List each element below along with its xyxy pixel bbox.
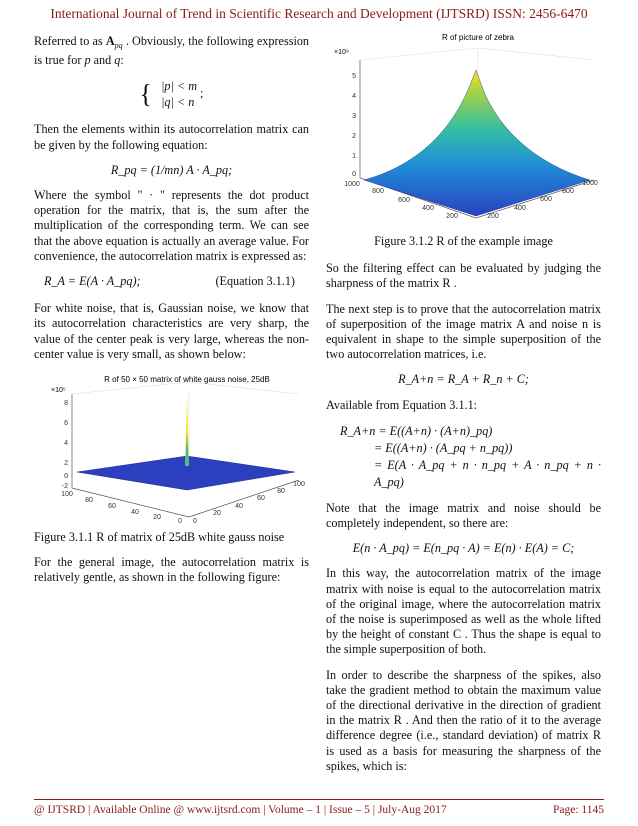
text-fragment: . Obviously, the following expression is true for <box>34 34 310 68</box>
brace-symbol: { <box>139 79 153 109</box>
inequality-system <box>34 78 309 110</box>
y-tick: 400 <box>421 205 434 212</box>
z-tick: 2 <box>351 133 356 140</box>
x-tick: 80 <box>276 488 285 496</box>
x-tick: 40 <box>234 503 243 511</box>
paragraph-independent: Note that the image matrix and noise should be completely independent, so there are: <box>326 500 601 531</box>
z-tick: 4 <box>63 440 68 448</box>
x-tick: 100 <box>292 481 305 489</box>
z-tick: 8 <box>63 400 68 408</box>
z-tick: 3 <box>351 113 356 120</box>
paragraph-sharpness: In order to describe the sharpness of the spikes, also take the gradient method to obtain the maximum value of the directional derivative in the direction of gradient in the matrix R . And then the ratio of it to the average difference degree (i.e., standard deviation) of matrix R is used as a basis for measuring the sharpness of the spikes, which is: <box>326 667 601 773</box>
y-tick: 600 <box>397 197 410 204</box>
equation-label: (Equation 3.1.1) <box>215 274 295 289</box>
figure2-caption: Figure 3.1.2 R of the example image <box>374 234 553 248</box>
y-tick: 20 <box>152 514 161 522</box>
page-number: Page: 1145 <box>553 804 604 816</box>
y-tick: 100 <box>60 491 73 499</box>
figure1-z-exponent: ×10⁵ <box>50 387 66 395</box>
text-fragment: : <box>120 53 124 68</box>
paragraph-dot-product: Where the symbol " · " represents the dot product operation for the matrix, that is, the sum after the multiplication of the corresponding term. We can see that the above equation is actually an average value. For convenience, the autocorrelation matrix is expressed as: <box>34 188 309 263</box>
paragraph-next-step: The next step is to prove that the autocorrelation matrix of superposition of the image matrix A and noise n is equivalent in shape to the simple superposition of the two autocorrelation matrices, i.e. <box>326 301 601 362</box>
y-tick: 800 <box>371 188 384 195</box>
equation-independence: E(n · A_pq) = E(n_pq · A) = E(n) · E(A) = C; <box>352 541 575 556</box>
paragraph-referred <box>34 34 309 68</box>
journal-header: International Journal of Trend in Scientific Research and Development (IJTSRD) ISSN: 2456-6470 <box>50 6 588 21</box>
z-tick: -2 <box>61 483 68 491</box>
x-tick: 60 <box>256 495 265 503</box>
grid-line <box>360 48 478 60</box>
derivation-line: = E((A+n) · (A_pq + n_pq)) <box>374 440 513 455</box>
y-tick: 200 <box>445 213 458 220</box>
figure2-title: R of picture of zebra <box>441 33 514 42</box>
figure-white-noise-surface <box>37 372 307 524</box>
x-tick: 20 <box>212 510 221 518</box>
x-tick: 1000 <box>581 180 598 187</box>
left-column <box>34 34 309 596</box>
x-tick: 0 <box>192 518 197 525</box>
system-line: |p| < m <box>161 79 197 94</box>
z-tick: 1 <box>351 153 356 160</box>
y-tick: 80 <box>84 497 93 505</box>
equation-rpq: R_pq = (1/mn) A · A_pq; <box>110 162 233 177</box>
derivation-line: = E(A · A_pq + n · n_pq + A · n_pq + n · A_pq) <box>374 457 601 489</box>
equation-ra-n: R_A+n = R_A + R_n + C; <box>398 372 529 387</box>
equation-3-1-1-row <box>34 274 309 289</box>
z-tick: 5 <box>351 73 356 80</box>
symbol-sub: pq <box>114 41 123 50</box>
page-footer <box>34 799 604 816</box>
z-tick: 0 <box>351 171 356 178</box>
system-line: |q| < n <box>161 95 195 110</box>
text-fragment: Referred to as <box>34 34 103 48</box>
right-column <box>326 30 601 784</box>
text-fragment: and <box>93 53 112 68</box>
symbol-p: p <box>84 53 91 68</box>
equation-derivation <box>340 423 601 491</box>
y-tick: 40 <box>130 509 139 517</box>
symbol-a: A <box>105 34 115 48</box>
z-tick: 2 <box>63 460 68 468</box>
y-tick: 60 <box>107 503 116 511</box>
x-tick: 200 <box>486 213 499 220</box>
y-tick: 1000 <box>343 181 360 188</box>
figure-zebra-surface <box>328 30 600 230</box>
system-end: ; <box>200 86 204 101</box>
paragraph-filtering: So the filtering effect can be evaluated by judging the sharpness of the matrix R . <box>326 261 601 291</box>
grid-line <box>478 48 594 60</box>
derivation-line: R_A+n = E((A+n) · (A+n)_pq) <box>340 423 493 438</box>
zebra-surface <box>364 70 590 216</box>
paragraph-available: Available from Equation 3.1.1: <box>326 397 478 412</box>
x-tick: 400 <box>513 205 526 212</box>
equation-ra: R_A = E(A · A_pq); <box>44 274 141 289</box>
x-tick: 800 <box>561 188 574 195</box>
y-tick: 0 <box>177 518 182 525</box>
figure1-title: R of 50 × 50 matrix of white gauss noise, 25dB <box>103 375 270 385</box>
paragraph-elements: Then the elements within its autocorrelation matrix can be given by the following equation: <box>34 122 309 152</box>
paragraph-in-this-way: In this way, the autocorrelation matrix of the image matrix with noise is equal to the autocorrelation matrix of the original image, where the autocorrelation matrix of the noise is superimposed as well as the whole lifted by the height of constant C . Thus the shape is equal to the simple superposition of both. <box>326 566 601 657</box>
x-tick: 600 <box>539 196 552 203</box>
figure2-z-exponent: ×10⁹ <box>333 49 349 56</box>
figure1-caption: Figure 3.1.1 R of matrix of 25dB white gauss noise <box>34 530 285 545</box>
footer-info: @ IJTSRD | Available Online @ www.ijtsrd.com | Volume – 1 | Issue – 5 | July-Aug 2017 <box>34 804 447 816</box>
symbol-q: q <box>114 53 121 68</box>
paragraph-white-noise: For white noise, that is, Gaussian noise, we know that its autocorrelation characteristics are very sharp, the value of the center peak is very large, whereas the non-center value is very small, as shown below: <box>34 301 309 361</box>
z-tick: 6 <box>63 420 68 428</box>
system-lines <box>155 78 197 110</box>
z-tick: 4 <box>351 93 356 100</box>
paragraph-general-image: For the general image, the autocorrelation matrix is relatively gentle, as shown in the following figure: <box>34 555 309 585</box>
z-tick: 0 <box>63 473 68 481</box>
